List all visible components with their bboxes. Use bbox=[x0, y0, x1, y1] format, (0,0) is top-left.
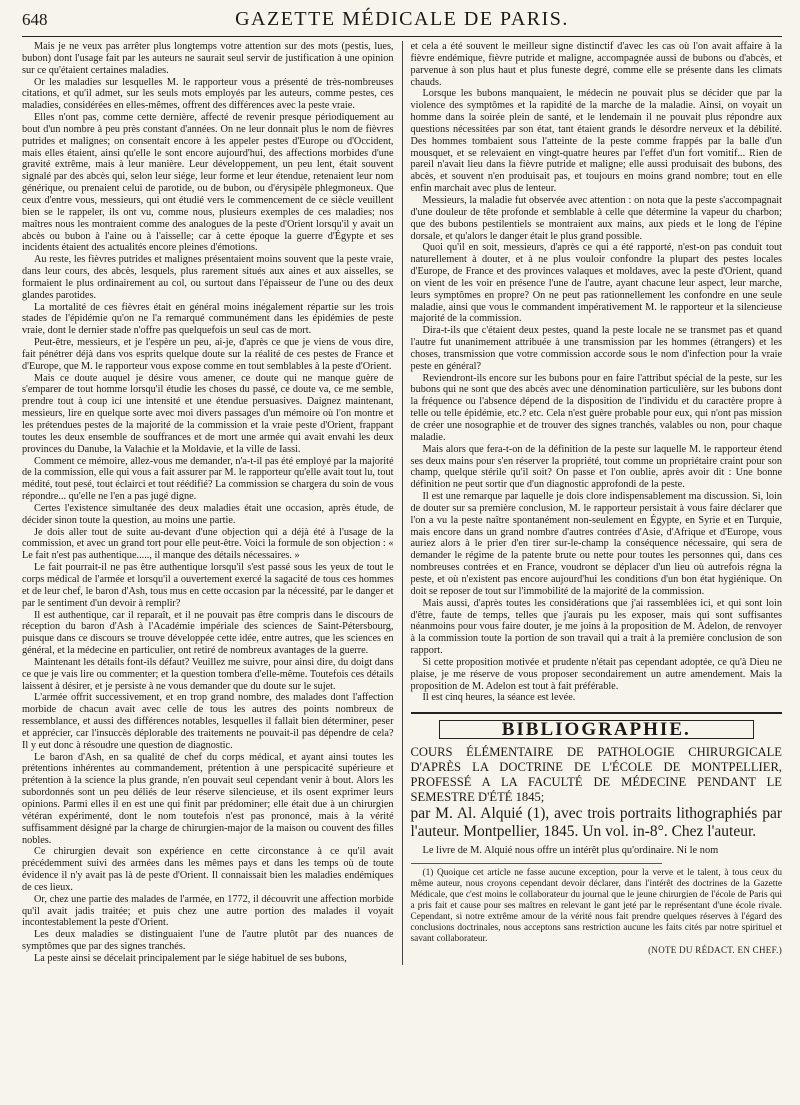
paragraph: Mais ce doute auquel je désire vous amener, ce doute qui ne manque guère de s'emparer de tout homme lorsqu'il étudie les choses du passé, ce doute va, ce me semble, prendre tout à coup ici une intensité et une étendue persuasives. Daignez maintenant, messieurs, lire en quelque sorte avec moi divers passages d'un mémoire où l'on montre et les prétendues pestes de la majorité de la commission et la vraie peste d'Orient, frappant toutes les deux ensemble de souffrances et de mort une armée qui avait envahi les deux provinces du Danube, la Valachie et la Moldavie, et la ville de Iassi. bbox=[22, 372, 394, 455]
paragraph: Or les maladies sur lesquelles M. le rapporteur vous a présenté de très-nombreuses citations, et qu'il admet, sur les seuls mots employés par les auteurs, comme pestes, ces maladies, considérées en elles-mêmes, offrent des différences avec la peste vraie. bbox=[22, 76, 394, 112]
paragraph: Dira-t-ils que c'étaient deux pestes, quand la peste locale ne se transmet pas et quand l'autre fut unanimement attribuée à une transmission par les hommes (étrangers) et les choses, transmission que votre commission accorde sous le nom d'infection pour la vraie peste en général? bbox=[410, 325, 782, 372]
left-column bbox=[22, 41, 394, 965]
paragraph: Le baron d'Ash, en sa qualité de chef du corps médical, et ayant ainsi toutes les prétentions inhérentes au commandement, prétention à une perspicacité supérieure et prétention à la science la plus grande, n'en pouvait seul cependant venir à bout. Alors les subordonnés sont un peu déliés de leur réserve silencieuse, et ils osent exprimer leurs opinions. Parmi elles il en est une qui finit par prédominer; elle était due à un chirurgien vétéran expérimenté, dont le nom toutefois n'est pas prononcé, mais à la vérité suffisamment désigné par la charge de chirurgien-major de la maison ou couvent des filles nobles. bbox=[22, 751, 394, 846]
paragraph: Il est cinq heures, la séance est levée. bbox=[422, 692, 576, 704]
paragraph: Maintenant les détails font-ils défaut? Veuillez me suivre, pour ainsi dire, du doigt dans ce que je vais lire ou commenter; et la question tombera d'elle-même. Toutefois ces détails laissent à désirer, et je persiste à ne vous demander que du doute sur le sujet. bbox=[22, 656, 394, 692]
paragraph: Lorsque les bubons manquaient, le médecin ne pouvait plus se décider que par la violence des symptômes et la rapidité de la marche de la maladie. Ainsi, on voyait un homme dans la soirée plein de santé, et le lendemain il ne pouvait plus répondre aux questions nécessitées par son état, tant étaient grands le désordre nerveux et la débilité. Des hommes tombaient sous l'atteinte de la peste comme frappés par la balle d'un mousquet, et se relevaient en vingt-quatre heures par l'effet d'un fort vomitif... Rien de pareil n'avait lieu dans la fièvre putride et maligne; elle aussi produisait des bubons, des abcès, et souvent n'en produisait pas, et toujours en moins grand nombre; tout en elle enfin marchait avec plus de lenteur. bbox=[410, 88, 782, 195]
paragraph: Certes l'existence simultanée des deux maladies était une occasion, après étude, de décider sinon toute la question, au moins une partie. bbox=[22, 502, 394, 526]
review-lead: Le livre de M. Alquié nous offre un intérêt plus qu'ordinaire. Ni le nom bbox=[422, 845, 719, 857]
section-divider bbox=[411, 712, 783, 714]
paragraph: Je dois aller tout de suite au-devant d'une objection qui a déjà été à l'usage de la commission, et avec un grand tort pour elle peut-être. Voici la formule de son objection : « Le fait n'est pas authentique....., il manque des détails nécessaires. » bbox=[22, 526, 394, 562]
paragraph: Elles n'ont pas, comme cette dernière, affecté de revenir presque périodiquement au bout d'un nombre à peu près constant d'années. On ne leur donnait plus le nom de fièvres putrides et malignes; on consentait encore à les appeler pestes d'Europe ou d'Occident, mais elles étaient, ainsi qu'elle le sont encore aujourd'hui, des affections morbides d'une gravité extrême, mais à leur manière. Leur développement, un peu lent, était souvent signalé par des abcès qui, selon leur siége, leur forme et leur étendue, retenaient leur nom générique, ou prenaient celui de parotide, ou de bubon, ou d'érysipèle phlegmoneux. Que ceux d'entre vous, messieurs, qui ont étudié vers le commencement de ce siècle veuillent bien se le rappeler, ils ont vu, comme nous, plusieurs exemples de ces maladies; nos maîtres nous les montraient comme des analogues de la peste d'Orient lorsqu'il y avait un abcès ou bubon à l'aine ou à l'aisselle; car à cette époque la guerre d'Égypte et ses incidents étaient des actualités encore pleines d'émotions. bbox=[22, 112, 394, 254]
paragraph: Au reste, les fièvres putrides et malignes présentaient moins souvent que la peste vraie, dans leur cours, des abcès, lesquels, plus rarement situés aux aines et aux aisselles, se formaient le plus ordinairement au col, ou surtout dans l'épaisseur de l'une ou des deux glandes parotides. bbox=[22, 254, 394, 301]
paragraph: L'armée offrit successivement, et en trop grand nombre, des malades dont l'affection morbide de chacun avait avec celle de tous les autres des points nombreux de ressemblance, et aussi des différences notables, lesquelles il fallait bien déterminer, peser et apprécier, car l'insuccès déplorable des traitements ne pouvait-il pas dépendre de cela? Il y eut donc à résoudre une question de diagnostic. bbox=[22, 692, 394, 751]
paragraph: Quoi qu'il en soit, messieurs, d'après ce qui a été rapporté, n'est-on pas conduit tout naturellement à douter, et à ne plus vouloir confondre la plupart des pestes locales d'Europe, de France et des provinces valaques et moldaves, avec la peste d'Orient, quand on vient de les voir en présence l'une de l'autre, ayant chacune leur aspect, leur marche, leurs symptômes en propre? On ne peut pas rationnellement les confondre en une seule maladie, ainsi que vous le commandent impérativement M. le rapporteur et la silencieuse majorité de la commission. bbox=[410, 242, 782, 325]
paragraph: Il est une remarque par laquelle je dois clore indispensablement ma discussion. Si, loin de douter sur sa première conclusion, M. le rapporteur persistait à vous faire déclarer que l'on a vu la peste naître spontanément non-seulement en Égypte, en Syrie et en Turquie, mais encore dans un grand nombre d'autres contrées d'Asie, d'Afrique et d'Europe, vous auriez alors à le prier d'en tirer sur-le-champ la conséquence nécessaire, qui sera de demander le régime de la patente brute ou nette pour toutes les personnes qui, dans ces nombreuses contrées et en France, voudront se déplacer d'un lieu où autrefois régna la peste, et où n'existent pas encore aujourd'hui les conditions d'un bon état hygiénique. On doit se reposer de tout sur l'immobilité de la majorité de la commission. bbox=[410, 491, 782, 597]
paragraph: Mais alors que fera-t-on de la définition de la peste sur laquelle M. le rapporteur étend ses deux mains pour s'en réserver la propriété, tout comme un propriétaire craint pour son champ, quelque stérile qu'il soit? On passe et l'on oublie, après avoir dit : Une bonne définition ne peut sortir que d'un diagnostic approfondi de la peste. bbox=[410, 443, 782, 491]
footnote-text: (1) Quoique cet article ne fasse aucune exception, pour la verve et le talent, à tous ceux du même auteur, nous croyons cependant devoir déclarer, dans l'intérêt des doctrines de la Gazette Médicale, que c'est moins le collaborateur du journal que le jeune chirurgien de l'école de Paris qui a pris fait et cause pour ses maîtres en relevant le gant jeté par le représentant d'une école rivale. Cependant, si notre extrême amour de la vérité nous fait prendre quelques réserves à l'égard des conclusions doctrinales, nous acceptons sans restriction aucune les faits cités par notre spirituel et savant collaborateur. bbox=[410, 868, 782, 944]
paragraph: Mais aussi, d'après toutes les considérations que j'ai rassemblées ici, et qui sont loin d'être, faute de temps, telles que j'aurais pu les exposer, mais qui sont suffisantes néanmoins pour vous faire douter, je me joins à la proposition de M. Adelon, de renvoyer à la commission toute la portion de son travail qui a trait à la première conclusion de son rapport. bbox=[410, 597, 782, 657]
page-header bbox=[22, 8, 782, 37]
footnote-signature: (NOTE DU RÉDACT. EN CHEF.) bbox=[648, 945, 782, 956]
paragraph: Si cette proposition motivée et prudente n'était pas cependant adoptée, ce qu'à Dieu ne plaise, je me réserve de vous proposer secondairement un autre amendement. Mais la proposition de M. Adelon est tout à fait préférable. bbox=[410, 656, 782, 692]
paragraph: Mais je ne veux pas arrêter plus longtemps votre attention sur des mots (pestis, lues, bubon) dont l'usage fait par les auteurs ne saurait seul servir de justification à une opinion sur ce qu'étaient certaines maladies. bbox=[22, 41, 394, 76]
paragraph: et cela a été souvent le meilleur signe distinctif d'avec les cas où l'on avait affaire à la fièvre endémique, fièvre putride et maligne, accompagnée aussi de bubons ou d'abcès, et parvenue à son plus haut et plus funeste degré, comme elle se présente dans les climats chauds. bbox=[410, 41, 782, 88]
page-number: 648 bbox=[22, 10, 48, 29]
paragraph: Peut-être, messieurs, et je l'espère un peu, ai-je, d'après ce que je viens de vous dire, fait pénétrer déjà dans vos esprits quelque doute sur la réalité de ces pestes de France et d'Europe, que M. le rapporteur vous expose comme en tout semblables à la peste d'Orient. bbox=[22, 337, 394, 372]
paragraph: Le fait pourrait-il ne pas être authentique lorsqu'il s'est passé sous les yeux de tout le corps médical de l'armée et lorsqu'il a ouvertement exercé la sagacité de tous ces hommes et de leur chef, le baron d'Ash, tous mus en cette occasion par la nécessité, par le danger et par le sentiment d'un devoir à remplir? bbox=[22, 562, 394, 609]
bibliography-heading: BIBLIOGRAPHIE. bbox=[439, 720, 755, 739]
paragraph: La mortalité de ces fièvres était en général moins inégalement répartie sur les trois stades de l'épidémie qu'on ne l'a remarqué communément dans les épidémies de peste vraie, dont le dernier stade n'offre pas quelquefois un seul cas de mort. bbox=[22, 301, 394, 337]
paragraph: Ce chirurgien devait son expérience en cette circonstance à ce qu'il avait précédemment suivi des armées dans les mêmes pays et dans les temps où de toute évidence il n'y avait pas là de peste d'Orient. Il connaissait bien les maladies endémiques de ces lieux. bbox=[22, 846, 394, 893]
column-divider bbox=[402, 41, 403, 965]
paragraph: Comment ce mémoire, allez-vous me demander, n'a-t-il pas été employé par la majorité de la commission, elle qui vous a fait assurer par M. le rapporteur qu'elle avait tout lu, tout médité, tout pesé, tout éclairci et tout réédifié? La commission se chargera du soin de vous répondre... qu'elle ne l'en a pas jugé digne. bbox=[22, 455, 394, 503]
book-details: par M. Al. Alquié (1), avec trois portraits lithographiés par l'auteur. Montpellier, 1845. Un vol. in-8°. Chez l'auteur. bbox=[410, 805, 782, 841]
paragraph: Or, chez une partie des malades de l'armée, en 1772, il découvrit une affection morbide qu'il avait jadis traitée; et puis chez une autre portion des malades il voyait incontestablement la peste d'Orient. bbox=[22, 893, 394, 929]
paragraph: Reviendront-ils encore sur les bubons pour en faire l'attribut spécial de la peste, sur les bubons qui ne sont que des abcès avec une dénomination particulière, sur les bubons dont la fréquence ou l'absence dépend de la disposition de l'individu et du caractère propre à telle ou telle épidémie, etc.? etc. Cela n'est guère probable pour eux, qui n'ont pas mission de créer une nosographie et de trouver des signes tranchés, valables ou non, pour chaque maladie. bbox=[410, 372, 782, 443]
paragraph: La peste ainsi se décelait principalement par le siége habituel de ses bubons, bbox=[34, 952, 347, 964]
footnote-divider bbox=[411, 863, 663, 864]
paragraph: Les deux maladies se distinguaient l'une de l'autre plutôt par des nuances de symptômes que par des signes tranchés. bbox=[22, 929, 394, 953]
footnote bbox=[411, 868, 783, 956]
book-title: COURS ÉLÉMENTAIRE DE PATHOLOGIE CHIRURGICALE D'APRÈS LA DOCTRINE DE L'ÉCOLE DE MONTPELLIER, PROFESSÉ A LA FACULTÉ DE MÉDECINE PENDANT LE SEMESTRE D'ÉTÉ 1845; bbox=[410, 745, 782, 805]
article-columns bbox=[22, 41, 782, 965]
right-column bbox=[411, 41, 783, 965]
paragraph: Il est authentique, car il reparaît, et il ne pouvait pas être compris dans le discours de réception du baron d'Ash à l'Académie impériale des sciences de Saint-Pétersbourg, puisque dans ce discours se trouve développée cette idée, entre autres, que les sciences en général, et la médecine en particulier, ont retiré de nombreux avantages de la guerre. bbox=[22, 609, 394, 657]
paragraph: Messieurs, la maladie fut observée avec attention : on nota que la peste s'accompagnait d'une douleur de tête profonde et semblable à celle que détermine la vapeur du charbon; que des bubons pestilentiels se montraient aux mains, aux pieds et le long de l'épine dorsale, et qu'alors le danger était le plus grand possible. bbox=[410, 194, 782, 242]
journal-title: GAZETTE MÉDICALE DE PARIS. bbox=[235, 8, 569, 30]
